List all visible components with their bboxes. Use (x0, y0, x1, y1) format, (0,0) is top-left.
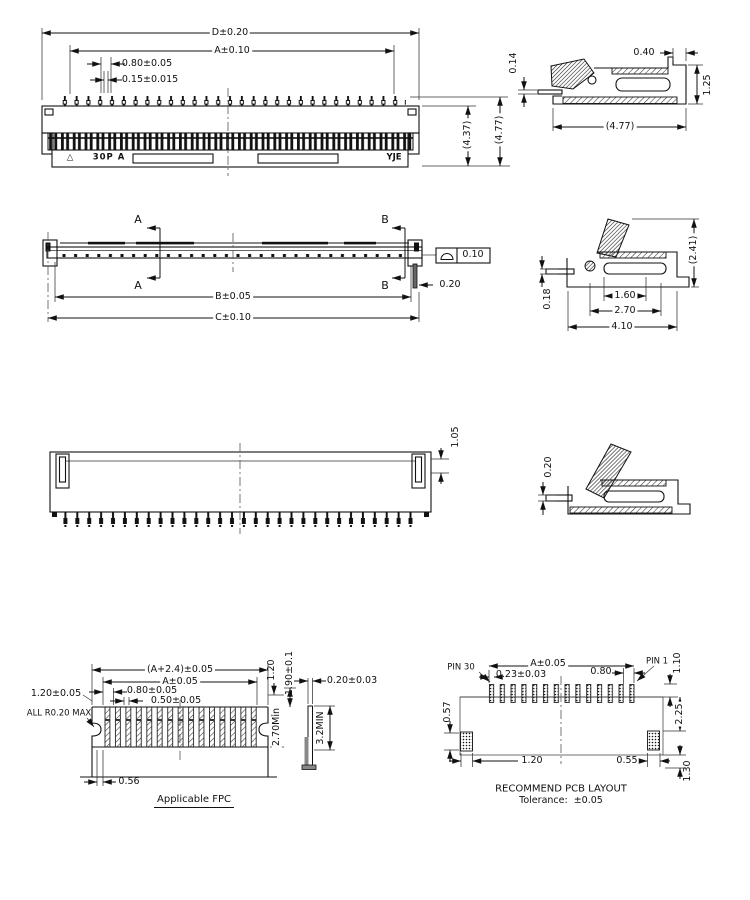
dim-open-2: 2.70 (614, 304, 636, 316)
fpc-dim-offset: 0.56 (118, 775, 140, 787)
part-marking: 30P A (92, 152, 126, 163)
dim-height-outer: (4.77) (493, 115, 505, 145)
section-b-bottom: B (381, 278, 389, 292)
pcb-dim-110: 1.10 (671, 652, 683, 674)
pcb-dim-055: 0.55 (616, 754, 638, 766)
dim-pin-width: 0.15±0.015 (121, 73, 179, 85)
pcb-title: RECOMMEND PCB LAYOUT (495, 783, 627, 795)
pcb-dim-120: 1.20 (521, 754, 543, 766)
section-b-top: B (381, 212, 389, 226)
front-view-open (50, 443, 449, 534)
pcb-dim-057: 0.57 (441, 701, 453, 723)
pcb-layout-view (441, 666, 686, 779)
section-a-bottom: A (134, 278, 142, 292)
pcb-dim-a: A±0.05 (530, 657, 566, 669)
pcb-tolerance: Tolerance: ±0.05 (519, 794, 603, 806)
brand-marking: YJE (386, 152, 402, 163)
pin-1-label: PIN 1 (645, 656, 669, 667)
side-view-open-2 (538, 444, 690, 515)
pcb-dim-225: 2.25 (673, 703, 685, 725)
dim-lip: 0.40 (633, 46, 655, 58)
dim-open-height: (2.41) (687, 235, 699, 265)
section-a-top: A (134, 212, 142, 226)
dim-tab-thickness: 0.14 (507, 52, 519, 74)
fpc-dim-total: (A+2.4)±0.05 (146, 663, 214, 675)
fpc-dim-270: 2.70Min (270, 707, 282, 747)
dim-tail: 0.20 (439, 278, 461, 290)
fpc-title: Applicable FPC (154, 794, 234, 808)
fpc-dim-190: 1.90±0.1 (283, 650, 295, 696)
dim-height-inner: (4.37) (461, 120, 473, 150)
dim-open2-tab: 0.20 (542, 456, 554, 478)
dim-side-height: 1.25 (701, 74, 713, 96)
fpc-dim-thickness: 0.20±0.03 (326, 674, 378, 686)
triangle-mark: △ (66, 152, 74, 163)
flatness-tolerance: 0.10 (462, 248, 484, 260)
dim-b: B±0.05 (215, 290, 251, 302)
fpc-dim-a: A±0.05 (162, 675, 198, 687)
pin-30-label: PIN 30 (447, 662, 475, 673)
fpc-dim-pitch: 0.80±0.05 (126, 684, 178, 696)
fpc-dim-32: 3.2MIN (314, 711, 326, 745)
dim-side-depth: (4.77) (605, 120, 635, 132)
dim-overall-width: D±0.20 (211, 26, 249, 38)
fpc-radius-note: ALL R0.20 MAX (26, 708, 92, 719)
fpc-dim-tab: 1.20±0.05 (30, 687, 82, 699)
dim-open-tab: 0.18 (541, 288, 553, 310)
side-view-closed (518, 48, 703, 131)
dim-contact-span: A±0.10 (214, 44, 250, 56)
pcb-dim-pitch: 0.80 (590, 665, 612, 677)
dim-c: C±0.10 (215, 311, 251, 323)
dim-open-1: 1.60 (614, 289, 636, 301)
dim-open-3: 4.10 (611, 320, 633, 332)
pcb-dim-130: 1.30 (681, 760, 693, 782)
pcb-dim-pad: 0.23±0.03 (495, 668, 547, 680)
fpc-dim-width: 0.50±0.05 (150, 694, 202, 706)
fpc-view (80, 664, 335, 786)
dim-step: 1.05 (449, 426, 461, 448)
bottom-view (43, 228, 490, 322)
fpc-dim-120: 1.20 (265, 659, 277, 681)
dim-pitch: 0.80±0.05 (121, 57, 173, 69)
